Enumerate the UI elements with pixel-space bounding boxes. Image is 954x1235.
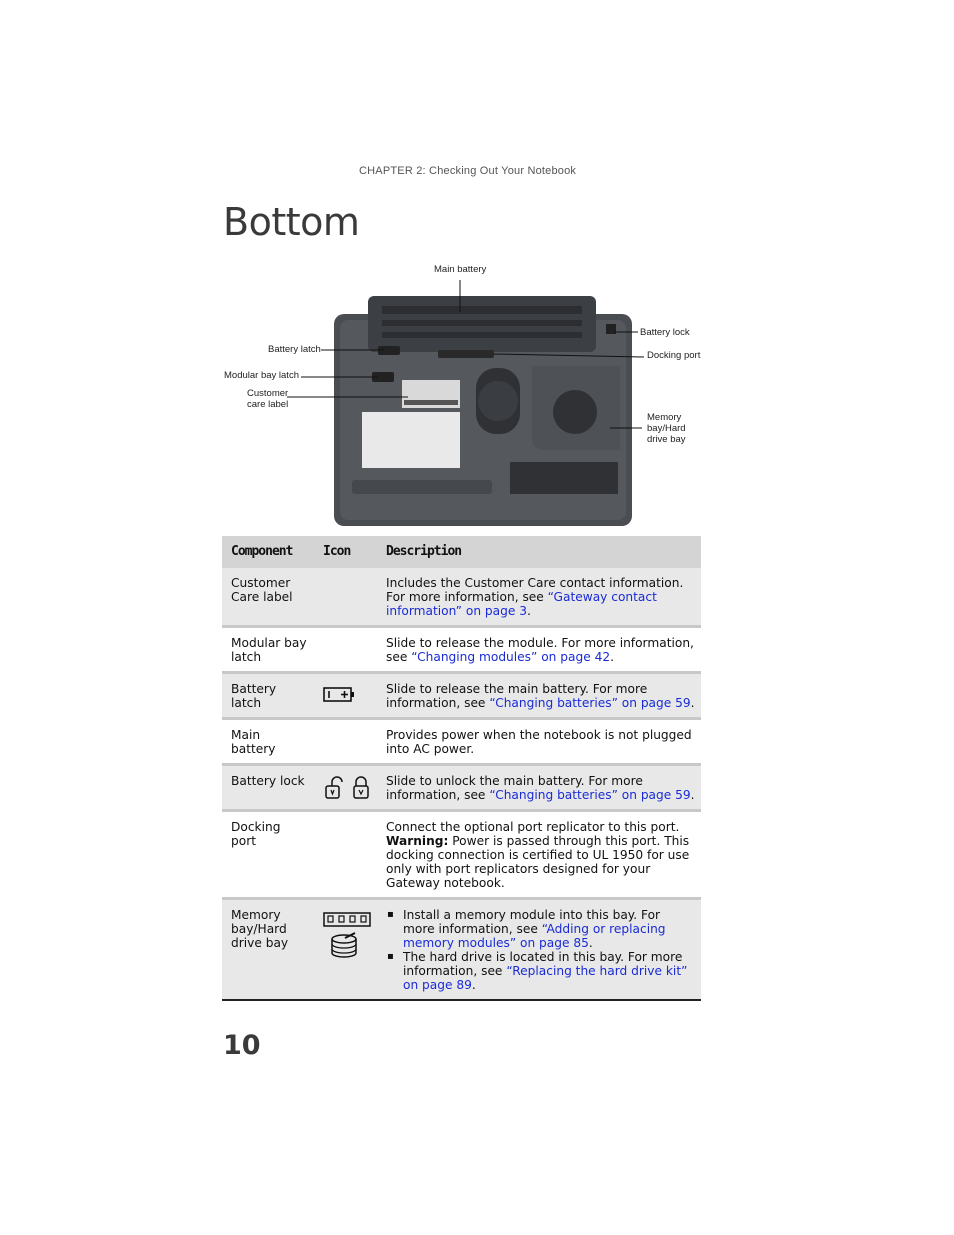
component-cell: Battery latch	[222, 673, 314, 719]
chapter-title: : Checking Out Your Notebook	[422, 165, 577, 177]
description-cell: Includes the Customer Care contact information. For more information, see “Gateway contact information” on page 3.	[377, 568, 701, 627]
icon-cell	[314, 811, 377, 899]
callout-battery-latch: Battery latch	[268, 344, 321, 355]
battery-icon	[323, 686, 355, 704]
bullet-list	[386, 908, 695, 992]
icon-cell	[314, 568, 377, 627]
component-cell: Battery lock	[222, 765, 314, 811]
link-gateway-contact[interactable]: “Gateway contact information” on page 3	[386, 590, 657, 618]
list-item: ▪ The hard drive is located in this bay. For more information, see “Replacing the hard drive kit” on page 89.	[403, 950, 695, 992]
icon-cell	[314, 899, 377, 1001]
link-changing-batteries[interactable]: “Changing batteries” on page 59	[489, 788, 691, 802]
component-table	[222, 536, 701, 1001]
description-cell: Connect the optional port replicator to this port. Warning: Power is passed through this port. This docking connection is certified to UL 1950 for use only with port replicators designed for your Gateway notebook.	[377, 811, 701, 899]
hard-drive-icon	[323, 932, 371, 960]
table-row	[222, 627, 701, 673]
table-row	[222, 673, 701, 719]
callout-customer-care-label: Customer care label	[247, 388, 289, 410]
header-component: Component	[222, 536, 314, 568]
link-replacing-hard-drive[interactable]: “Replacing the hard drive kit” on page 89	[403, 964, 688, 992]
header-description: Description	[377, 536, 701, 568]
icon-cell	[314, 719, 377, 765]
notebook-bottom-figure	[222, 262, 702, 528]
description-cell	[377, 899, 701, 1001]
link-changing-batteries[interactable]: “Changing batteries” on page 59	[489, 696, 691, 710]
notebook-bottom-illustration	[222, 262, 702, 528]
component-cell: Main battery	[222, 719, 314, 765]
icon-cell	[314, 627, 377, 673]
component-cell: Modular bay latch	[222, 627, 314, 673]
link-adding-memory[interactable]: “Adding or replacing memory modules” on page 85	[403, 922, 666, 950]
icon-cell	[314, 765, 377, 811]
callout-battery-lock: Battery lock	[640, 327, 690, 338]
callout-docking-port: Docking port	[647, 350, 701, 361]
warning-label: Warning:	[386, 834, 449, 848]
chapter-label: CHAPTER 2	[359, 165, 423, 177]
table-row	[222, 811, 701, 899]
page-number: 10	[223, 1030, 261, 1061]
page-title: Bottom	[223, 200, 360, 244]
link-changing-modules[interactable]: “Changing modules” on page 42	[411, 650, 611, 664]
table-row	[222, 719, 701, 765]
component-cell: Customer Care label	[222, 568, 314, 627]
table-row	[222, 765, 701, 811]
lock-unlock-icon	[323, 776, 371, 800]
table-row	[222, 899, 701, 1001]
description-cell: Slide to release the module. For more information, see “Changing modules” on page 42.	[377, 627, 701, 673]
component-cell: Docking port	[222, 811, 314, 899]
description-cell: Slide to unlock the main battery. For more information, see “Changing batteries” on page 59.	[377, 765, 701, 811]
list-item: ▪ Install a memory module into this bay. For more information, see “Adding or replacing memory modules” on page 85.	[403, 908, 695, 950]
running-header	[359, 165, 576, 177]
header-icon: Icon	[314, 536, 377, 568]
description-cell: Slide to release the main battery. For more information, see “Changing batteries” on page 59.	[377, 673, 701, 719]
callout-modular-bay-latch: Modular bay latch	[224, 370, 299, 381]
icon-cell	[314, 673, 377, 719]
table-header-row	[222, 536, 701, 568]
callout-memory-bay: Memory bay/Hard drive bay	[647, 412, 686, 445]
callout-main-battery: Main battery	[434, 264, 487, 275]
memory-module-icon	[323, 912, 371, 928]
component-cell: Memory bay/Hard drive bay	[222, 899, 314, 1001]
description-cell: Provides power when the notebook is not plugged into AC power.	[377, 719, 701, 765]
table-row	[222, 568, 701, 627]
